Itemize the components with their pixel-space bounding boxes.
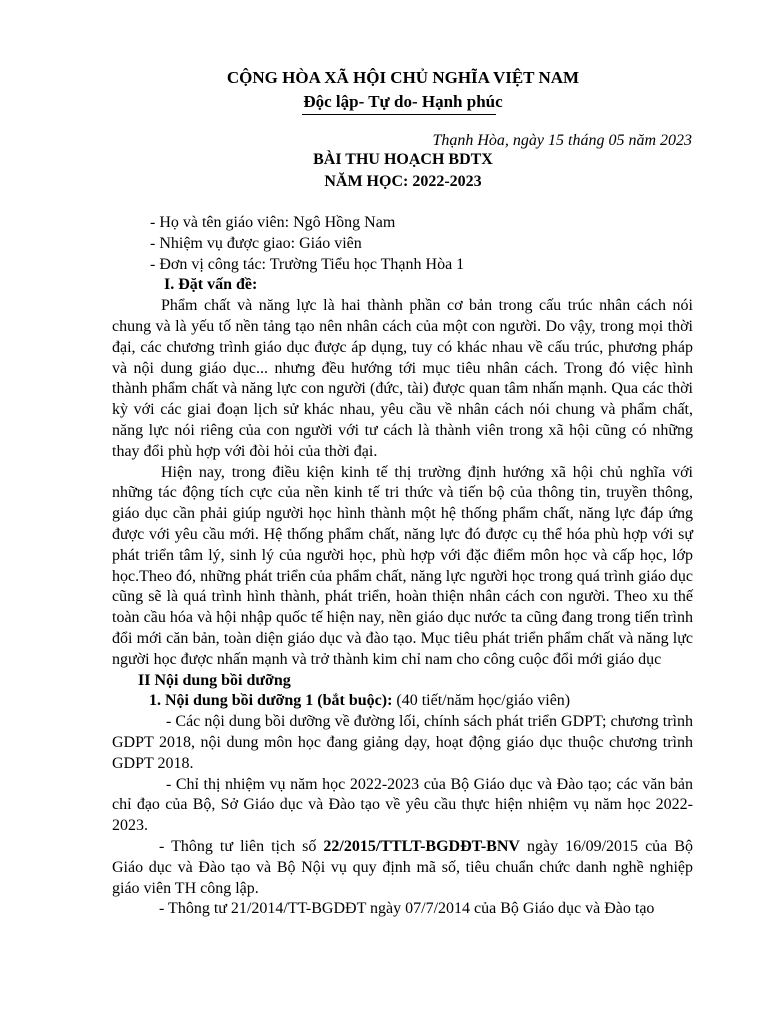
- section-2-item-2: - Chỉ thị nhiệm vụ năm học 2022-2023 của Bộ Giáo dục và Đào tạo; các văn bản chỉ đạo của Bộ, Sở Giáo dục và Đào tạo về yêu cầu thực hiện nhiệm vụ năm học 2022-2023.: [112, 775, 693, 835]
- motto-underline: [302, 114, 496, 115]
- unit-line: - Đơn vị công tác: Trường Tiểu học Thạnh Hòa 1: [150, 255, 465, 273]
- item-3-suffix: ngày 16/09/2015 của Bộ Giáo dục và Đào tạo và Bộ Nội vụ quy định mã số, tiêu chuẩn chức danh nghề nghiệp giáo viên TH công lập.: [112, 837, 693, 897]
- section-2-subheading: [112, 691, 693, 712]
- item-3-circular-number: 22/2015/TTLT-BGDĐT-BNV: [323, 837, 520, 855]
- national-motto: Độc lập- Tự do- Hạnh phúc: [303, 92, 503, 111]
- section-2-item-4: - Thông tư 21/2014/TT-BGDĐT ngày 07/7/2014 của Bộ Giáo dục và Đào tạo: [159, 900, 655, 918]
- national-name: CỘNG HÒA XÃ HỘI CHỦ NGHĨA VIỆT NAM: [226, 68, 580, 87]
- duty-line: - Nhiệm vụ được giao: Giáo viên: [150, 234, 362, 252]
- section-2-heading: II Nội dung bồi dưỡng: [138, 671, 291, 689]
- subheading-bold: 1. Nội dung bồi dưỡng 1 (bắt buộc):: [149, 692, 393, 710]
- item-3-prefix: - Thông tư liên tịch số: [159, 837, 324, 855]
- national-header: [0, 66, 768, 114]
- title-line-1: BÀI THU HOẠCH BDTX: [313, 151, 493, 168]
- document-body: [112, 213, 693, 920]
- section-1-heading: I. Đặt vấn đề:: [164, 276, 258, 294]
- section-2-item-3: [112, 837, 693, 899]
- section-1-paragraph-1: Phẩm chất và năng lực là hai thành phần cơ bản trong cấu trúc nhân cách nói chung và là yếu tố nền tảng tạo nên nhân cách của một con người. Do vậy, trong mọi thời đại, các chương trình giáo dục được áp dụng, tuy có khác nhau về cấu trúc, phương pháp và nội dung giáo dục... nhưng đều hướng tới mục tiêu nhân cách. Trong đó việc hình thành phẩm chất và năng lực con người (đức, tài) được quan tâm nhấn mạnh. Qua các thời kỳ với các giai đoạn lịch sử khác nhau, yêu cầu về nhân cách nói chung và phẩm chất, năng lực nói riêng của con người với tư cách là thành viên trong xã hội cũng có những thay đổi phù hợp với đòi hỏi của thời đại.: [112, 297, 693, 460]
- section-1-paragraph-2: Hiện nay, trong điều kiện kinh tế thị trường định hướng xã hội chủ nghĩa với những tác động tích cực của nền kinh tế tri thức và tiến bộ của thông tin, truyền thông, giáo dục cần phải giúp người học hình thành một hệ thống phẩm chất, năng lực đáp ứng được với yêu cầu mới. Hệ thống phẩm chất, năng lực đó được cụ thể hóa phù hợp với sự phát triển tâm lý, sinh lý của người học, phù hợp với đặc điểm môn học và cấp học, lớp học.Theo đó, những phát triển của phẩm chất, năng lực người học trong quá trình giáo dục cũng sẽ là quá trình hình thành, phát triển, hoàn thiện nhân cách con người. Theo xu thế toàn cầu hóa và hội nhập quốc tế hiện nay, nền giáo dục nước ta cũng đang trong tiến trình đổi mới căn bản, toàn diện giáo dục và đào tạo. Mục tiêu phát triển phẩm chất và năng lực người học được nhấn mạnh và trở thành kim chỉ nam cho công cuộc đổi mới giáo dục: [112, 463, 693, 668]
- teacher-name-line: - Họ và tên giáo viên: Ngô Hồng Nam: [150, 214, 396, 231]
- document-title: [0, 149, 768, 193]
- title-line-2: NĂM HỌC: 2022-2023: [324, 173, 482, 190]
- date-line: Thạnh Hòa, ngày 15 tháng 05 năm 2023: [432, 132, 692, 149]
- subheading-note: (40 tiết/năm học/giáo viên): [392, 692, 571, 710]
- section-2-item-1: - Các nội dung bồi dưỡng về đường lối, chính sách phát triển GDPT; chương trình GDPT 2018, nội dung môn học đang giảng dạy, hoạt động giáo dục thuộc chương trình GDPT 2018.: [112, 713, 693, 772]
